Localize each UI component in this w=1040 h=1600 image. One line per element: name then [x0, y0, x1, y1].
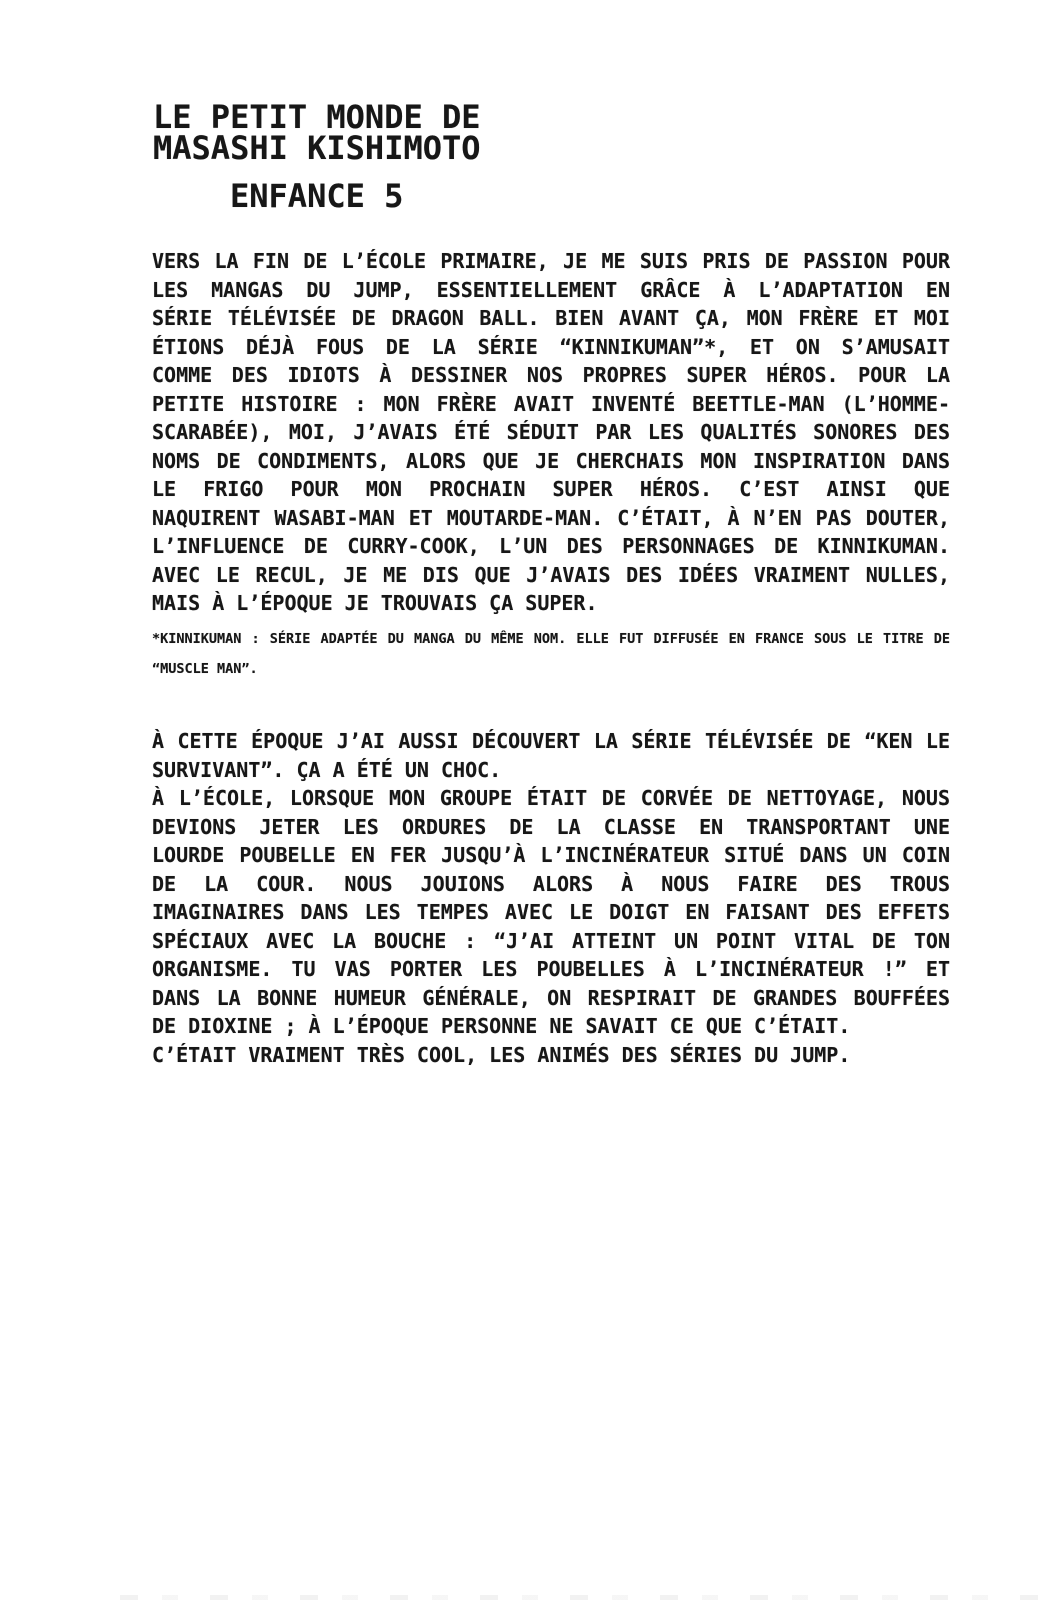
- text-line: PETITE HISTOIRE : MON FRÈRE AVAIT INVENTÉ BEETTLE-MAN (L’HOMME-: [152, 391, 950, 416]
- text-line: COMME DES IDIOTS À DESSINER NOS PROPRES SUPER HÉROS. POUR LA: [152, 363, 950, 387]
- page-title-line-1: LE PETIT MONDE DE: [153, 98, 481, 136]
- text-line: SURVIVANT”. ÇA A ÉTÉ UN CHOC.: [152, 757, 502, 782]
- text-line: C’ÉTAIT VRAIMENT TRÈS COOL, LES ANIMÉS DES SÉRIES DU JUMP.: [152, 1042, 851, 1067]
- paragraph-1: [152, 247, 950, 618]
- text-line: ÉTIONS DÉJÀ FOUS DE LA SÉRIE “KINNIKUMAN”*, ET ON S’AMUSAIT: [152, 334, 950, 359]
- text-line: À CETTE ÉPOQUE J’AI AUSSI DÉCOUVERT LA SÉRIE TÉLÉVISÉE DE “KEN LE: [152, 729, 950, 753]
- text-line: NOMS DE CONDIMENTS, ALORS QUE JE CHERCHAIS MON INSPIRATION DANS: [152, 448, 950, 473]
- page-title: [153, 98, 481, 167]
- page-bottom-edge: [120, 1595, 1040, 1600]
- page-title-line-2: MASASHI KISHIMOTO: [153, 129, 481, 167]
- text-line: ORGANISME. TU VAS PORTER LES POUBELLES À L’INCINÉRATEUR !” ET: [152, 957, 950, 981]
- text-line: SCARABÉE), MOI, J’AVAIS ÉTÉ SÉDUIT PAR LES QUALITÉS SONORES DES: [152, 420, 950, 444]
- text-line: NAQUIRENT WASABI-MAN ET MOUTARDE-MAN. C’ÉTAIT, À N’EN PAS DOUTER,: [152, 505, 950, 530]
- text-line: LOURDE POUBELLE EN FER JUSQU’À L’INCINÉRATEUR SITUÉ DANS UN COIN: [152, 843, 950, 867]
- text-line: IMAGINAIRES DANS LES TEMPES AVEC LE DOIGT EN FAISANT DES EFFETS: [152, 900, 950, 924]
- text-line: AVEC LE RECUL, JE ME DIS QUE J’AVAIS DES IDÉES VRAIMENT NULLES,: [152, 562, 950, 587]
- text-line: DE DIOXINE ; À L’ÉPOQUE PERSONNE NE SAVAIT CE QUE C’ÉTAIT.: [152, 1014, 851, 1038]
- page-subtitle: ENFANCE 5: [230, 177, 404, 215]
- paragraph-2: [152, 727, 950, 1069]
- text-line: *KINNIKUMAN : SÉRIE ADAPTÉE DU MANGA DU MÊME NOM. ELLE FUT DIFFUSÉE EN FRANCE SOUS LE TITRE DE: [152, 631, 950, 647]
- text-line: SPÉCIAUX AVEC LA BOUCHE : “J’AI ATTEINT UN POINT VITAL DE TON: [152, 928, 950, 953]
- text-line: À L’ÉCOLE, LORSQUE MON GROUPE ÉTAIT DE CORVÉE DE NETTOYAGE, NOUS: [152, 786, 950, 810]
- text-line: DEVIONS JETER LES ORDURES DE LA CLASSE EN TRANSPORTANT UNE: [152, 814, 950, 839]
- text-line: LE FRIGO POUR MON PROCHAIN SUPER HÉROS. C’EST AINSI QUE: [152, 477, 950, 501]
- text-line: “MUSCLE MAN”.: [152, 661, 258, 677]
- text-line: LES MANGAS DU JUMP, ESSENTIELLEMENT GRÂCE À L’ADAPTATION EN: [152, 277, 950, 302]
- text-line: L’INFLUENCE DE CURRY-COOK, L’UN DES PERSONNAGES DE KINNIKUMAN.: [152, 534, 950, 558]
- footnote: [152, 624, 950, 684]
- text-line: VERS LA FIN DE L’ÉCOLE PRIMAIRE, JE ME SUIS PRIS DE PASSION POUR: [152, 249, 950, 273]
- text-line: MAIS À L’ÉPOQUE JE TROUVAIS ÇA SUPER.: [152, 591, 598, 615]
- text-line: DE LA COUR. NOUS JOUIONS ALORS À NOUS FAIRE DES TROUS: [152, 871, 950, 896]
- text-line: DANS LA BONNE HUMEUR GÉNÉRALE, ON RESPIRAIT DE GRANDES BOUFFÉES: [152, 985, 950, 1010]
- text-line: SÉRIE TÉLÉVISÉE DE DRAGON BALL. BIEN AVANT ÇA, MON FRÈRE ET MOI: [152, 306, 950, 330]
